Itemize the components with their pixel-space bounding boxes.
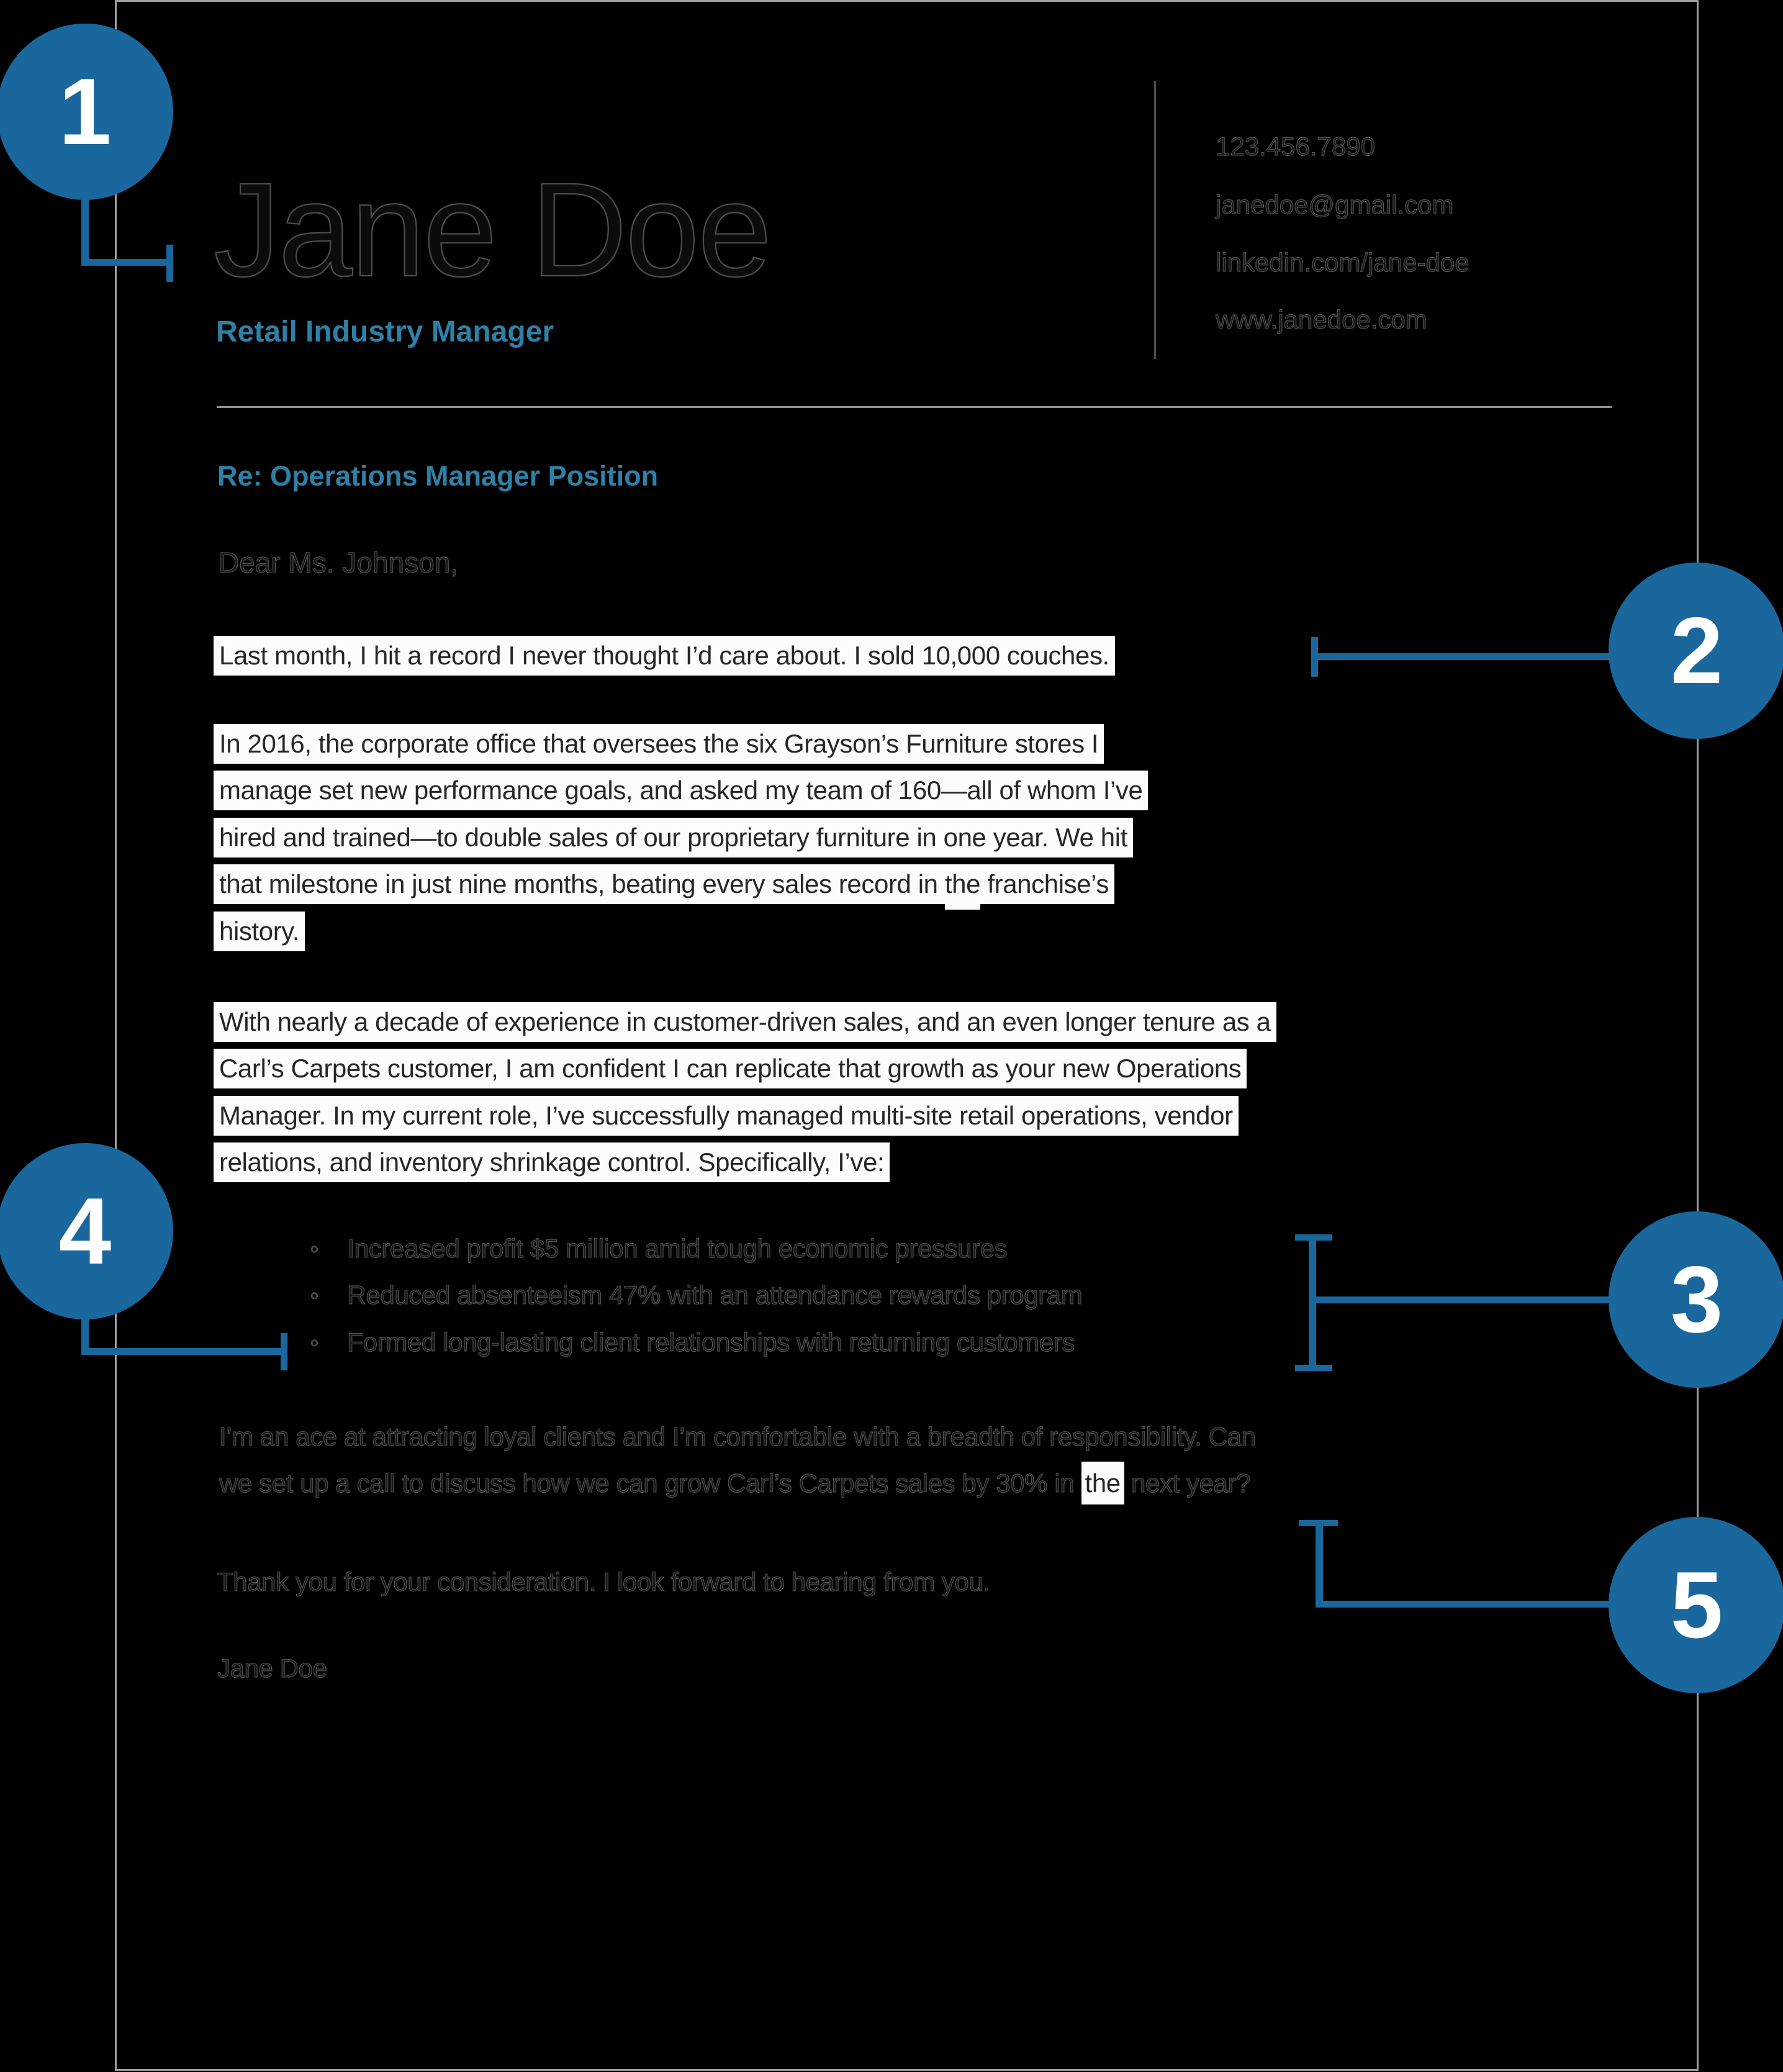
callout-5-number: 5	[1670, 1552, 1723, 1658]
callout-5-badge	[1609, 1517, 1783, 1693]
candidate-name: Jane Doe	[214, 155, 770, 304]
letter-text-line: Manager. In my current role, I’ve successfully managed multi-site retail operations, vendor	[214, 1092, 1276, 1139]
contact-linkedin: linkedin.com/jane-doe	[1216, 248, 1469, 277]
callout-2-number: 2	[1670, 597, 1723, 703]
closing-line: Thank you for your consideration. I look forward to hearing from you.	[217, 1567, 990, 1596]
bullet-item: ◦ Reduced absenteeism 47% with an attendance rewards program	[214, 1272, 1088, 1319]
bullet-icon: ◦	[310, 1233, 319, 1263]
signature: Jane Doe	[217, 1654, 327, 1683]
callout-3-number: 3	[1670, 1246, 1723, 1352]
contact-website: www.janedoe.com	[1216, 305, 1427, 334]
callout-1-line-horizontal	[81, 259, 171, 266]
letter-text-line: we set up a call to discuss how we can grow Carl’s Carpets sales by 30% in the next year?	[214, 1460, 1262, 1508]
callout-3-bracket-vertical	[1309, 1234, 1316, 1371]
salutation: Dear Ms. Johnson,	[219, 546, 459, 579]
letter-text-line: In 2016, the corporate office that oversees the six Grayson’s Furniture stores I	[214, 720, 1148, 767]
callout-1-endcap	[166, 245, 173, 282]
letter-text-line: relations, and inventory shrinkage control. Specifically, I’ve:	[214, 1139, 1276, 1187]
candidate-job-title: Retail Industry Manager	[216, 315, 554, 348]
contact-email: janedoe@gmail.com	[1216, 190, 1454, 219]
callout-1-line-vertical	[81, 192, 89, 266]
letter-text-line: Last month, I hit a record I never thought I’d care about. I sold 10,000 couches.	[214, 632, 1115, 679]
callout-1-badge	[0, 24, 173, 200]
callout-2-line-horizontal	[1316, 653, 1611, 660]
contact-phone: 123.456.7890	[1216, 132, 1375, 161]
letter-text-line: Carl’s Carpets customer, I am confident I can replicate that growth as your new Operations	[214, 1046, 1276, 1093]
callout-3-line-horizontal	[1316, 1296, 1611, 1303]
callout-4-endcap	[281, 1333, 287, 1370]
highlighted-word: the	[945, 869, 980, 910]
callout-1-number: 1	[58, 58, 112, 165]
paragraph-2	[214, 720, 1148, 955]
letter-text-line: manage set new performance goals, and asked my team of 160—all of whom I’ve	[214, 767, 1148, 815]
callout-3-badge	[1609, 1211, 1783, 1388]
letter-text-line: I’m an ace at attracting loyal clients and I’m comfortable with a breadth of responsibility. Can	[219, 1421, 1256, 1451]
callout-4-badge	[0, 1143, 173, 1319]
bullet-item: ◦ Formed long-lasting client relationships with returning customers	[214, 1319, 1088, 1366]
bullet-item: ◦ Increased profit $5 million amid tough economic pressures	[214, 1225, 1088, 1272]
letter-text-line: that milestone in just nine months, beating every sales record in the franchise’s	[214, 861, 1148, 908]
callout-5-line-horizontal	[1316, 1601, 1610, 1608]
bullet-list	[214, 1225, 1088, 1366]
letter-text-line: history.	[214, 908, 1148, 955]
paragraph-1	[214, 632, 1115, 679]
callout-4-number: 4	[58, 1178, 112, 1284]
contact-divider	[1154, 81, 1156, 359]
callout-5-line-vertical	[1316, 1520, 1323, 1607]
letter-text-line: hired and trained—to double sales of our proprietary furniture in one year. We hit	[214, 814, 1148, 861]
bullet-icon: ◦	[310, 1327, 319, 1357]
subject-line: Re: Operations Manager Position	[217, 460, 659, 492]
letter-text-line: With nearly a decade of experience in customer-driven sales, and an even longer tenure as a	[214, 998, 1276, 1046]
paragraph-4	[214, 1413, 1262, 1507]
highlighted-word: the	[1081, 1462, 1124, 1504]
header-divider	[217, 406, 1612, 408]
callout-2-badge	[1609, 563, 1783, 739]
callout-3-bracket-bottom	[1295, 1365, 1332, 1371]
bullet-icon: ◦	[310, 1280, 319, 1310]
paragraph-3	[214, 998, 1276, 1186]
callout-4-line-horizontal	[81, 1348, 284, 1355]
callout-2-endcap	[1311, 637, 1318, 677]
